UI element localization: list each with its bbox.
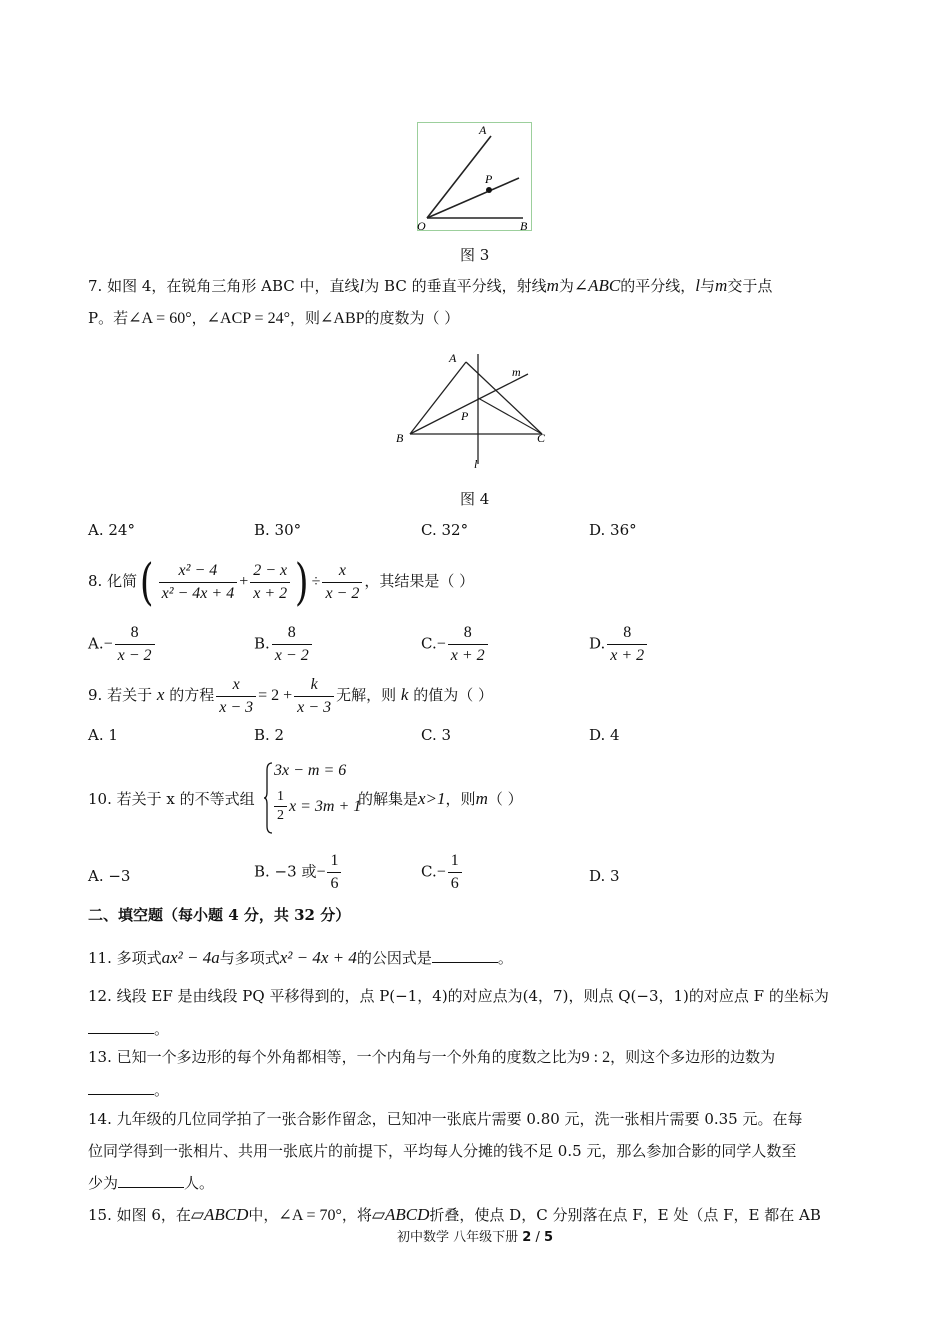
var-l: l — [359, 276, 365, 295]
opt-num: 8 — [448, 622, 488, 645]
label-m: m — [512, 365, 521, 379]
opt-den: 6 — [330, 875, 339, 892]
q12-text: 。 — [154, 1020, 170, 1038]
angle-a: ∠A = 70° — [278, 1207, 342, 1224]
q8-line — [88, 553, 864, 611]
q7-text: ，则 — [289, 309, 320, 327]
label-a: A — [449, 351, 457, 365]
opt-sign: − — [316, 863, 326, 881]
q13-text: 。 — [154, 1081, 170, 1099]
opt-den: x − 2 — [274, 647, 309, 664]
q10-prefix: 10. 若关于 x 的不等式组 — [88, 790, 255, 808]
answer-blank[interactable] — [88, 1080, 154, 1095]
eq2-den: 2 — [277, 808, 284, 823]
label-p: P — [461, 409, 469, 423]
opt-num: 8 — [115, 622, 155, 645]
footer-text: 初中数学 八年级下册 — [396, 1230, 519, 1245]
q10-cond: x>1 — [418, 789, 446, 808]
q8-frac1 — [159, 560, 238, 605]
q11-line — [88, 947, 864, 969]
side-ab — [410, 362, 466, 434]
q7-text: 的度数为（ ） — [364, 309, 460, 327]
q7-text: 为 — [558, 277, 574, 295]
q10-system — [264, 760, 360, 836]
right-paren: ) — [295, 553, 309, 611]
q7-text: 与 — [700, 277, 716, 295]
rhs-den: x − 3 — [297, 698, 332, 716]
q15-text: 中， — [248, 1206, 279, 1224]
q7-text: 7. 如图 4，在锐角三角形 ABC 中，直线 — [88, 277, 360, 295]
q14-text: 人。 — [184, 1174, 215, 1192]
q11-poly1: ax² − 4a — [161, 948, 220, 967]
var-m: m — [715, 276, 728, 295]
opt-den: x + 2 — [450, 647, 485, 664]
ray-op — [427, 178, 519, 218]
var-m: m — [546, 276, 559, 295]
q14-line1: 14. 九年级的几位同学拍了一张合影作留念，已知冲一张底片需要 0.80 元，洗一张相片需要 0.35 元。在每 — [88, 1110, 803, 1128]
left-paren: ( — [140, 553, 154, 611]
figure-4-caption: 图 4 — [460, 490, 490, 508]
q7-option-b[interactable]: B. 30° — [254, 521, 302, 539]
lhs-num: x — [232, 675, 240, 693]
q8-option-d[interactable] — [589, 622, 649, 667]
q8-frac3 — [322, 560, 362, 605]
q8-option-a[interactable] — [88, 622, 157, 667]
q15-text: ，将 — [341, 1206, 372, 1224]
section-2-title: 二、填空题（每小题 4 分，共 32 分） — [88, 906, 351, 924]
q9-eq: = 2 + — [258, 687, 293, 704]
q9-text: 无解，则 — [336, 686, 397, 704]
angle-a: ∠A = 60° — [128, 310, 192, 327]
q7-option-d[interactable]: D. 36° — [589, 521, 637, 539]
page-separator: / — [535, 1230, 540, 1245]
q9-line — [88, 672, 864, 719]
q10-eq1: 3x − m = 6 — [274, 762, 347, 779]
parallelogram-abcd: ▱ABCD — [371, 1205, 430, 1224]
q10-option-c[interactable] — [421, 850, 464, 895]
parallelogram-abcd: ▱ABCD — [190, 1205, 249, 1224]
answer-blank[interactable] — [88, 1019, 154, 1034]
angle-abp: ∠ABP — [319, 310, 365, 327]
label-c: C — [537, 431, 546, 445]
answer-blank[interactable] — [118, 1173, 184, 1188]
angle-abc: ∠ABC — [573, 276, 621, 295]
q15-text: 折叠，使点 D，C 分别落在点 F，E 处（点 F，E 都在 AB — [429, 1206, 821, 1224]
opt-label: A. — [88, 634, 104, 653]
var-k: k — [400, 685, 409, 704]
label-a: A — [479, 123, 487, 137]
frac2-num: 2 − x — [253, 561, 288, 579]
opt-sign: − — [436, 635, 446, 653]
label-b: B — [396, 431, 404, 445]
page-number: 2 — [522, 1230, 532, 1245]
q9-suffix: 的值为（ ） — [413, 686, 493, 704]
frac1-den: x² − 4x + 4 — [161, 584, 235, 602]
opt-label: C. — [421, 634, 437, 653]
q7-option-a[interactable]: A. 24° — [88, 521, 135, 539]
q9-prefix: 9. 若关于 — [88, 686, 153, 704]
ray-oa — [427, 136, 491, 218]
rhs-num: k — [310, 675, 318, 693]
q10-text: 的解集是 — [358, 790, 419, 808]
q13-line1 — [88, 1046, 864, 1069]
q12-line2 — [88, 1018, 864, 1040]
opt-den: x + 2 — [610, 647, 645, 664]
q7-option-c[interactable]: C. 32° — [421, 521, 469, 539]
q8-prefix: 8. 化简 — [88, 572, 138, 590]
label-b: B — [520, 219, 528, 233]
q9-option-a[interactable]: A. 1 — [88, 726, 118, 744]
label-p: P — [485, 172, 493, 186]
q9-option-c[interactable]: C. 3 — [421, 726, 452, 744]
q10-option-b[interactable] — [254, 850, 343, 895]
figure-3 — [417, 122, 533, 234]
var-x: x — [156, 685, 165, 704]
q7-text: 的平分线， — [620, 277, 696, 295]
q10-eq2 — [272, 788, 361, 825]
q10-option-d[interactable]: D. 3 — [589, 867, 620, 885]
q14-line2: 位同学得到一张相片、共用一张底片的前提下，平均每人分摊的钱不足 0.5 元，那么参加合影的同学人数至 — [88, 1142, 797, 1160]
q10-text: ，则 — [445, 790, 476, 808]
eq2-rest: x = 3m + 1 — [289, 798, 362, 815]
q14-text: 少为 — [88, 1174, 119, 1192]
q11-text: 。 — [497, 949, 513, 967]
opt-den: 6 — [450, 875, 459, 892]
q13-ratio: 9 : 2 — [581, 1049, 611, 1066]
q14-line3 — [88, 1172, 864, 1194]
q9-option-b[interactable]: B. 2 — [254, 726, 285, 744]
opt-num: 1 — [327, 850, 341, 873]
q9-text: 的方程 — [169, 686, 215, 704]
page-total: 5 — [543, 1230, 554, 1245]
figure-3-caption: 图 3 — [460, 246, 490, 264]
q11-text: 11. 多项式 — [88, 949, 162, 967]
opt-sign: − — [436, 863, 446, 881]
frac1-num: x² − 4 — [178, 561, 218, 579]
q7-text: 交于点 — [727, 277, 773, 295]
q13-line2 — [88, 1079, 864, 1101]
q13-text: 13. 已知一个多边形的每个外角都相等，一个内角与一个外角的度数之比为 — [88, 1048, 582, 1066]
q7-line1 — [88, 275, 864, 297]
q11-text: 与多项式 — [219, 949, 280, 967]
angle-acp: ∠ACP = 24° — [206, 310, 290, 327]
q8-option-c[interactable] — [421, 622, 490, 667]
q10-rest — [358, 788, 523, 810]
opt-label: B. −3 或 — [254, 862, 317, 881]
frac3-den: x − 2 — [325, 584, 360, 602]
eq2-num: 1 — [274, 788, 287, 807]
q9-option-d[interactable]: D. 4 — [589, 726, 620, 744]
q7-line2: P。若∠A = 60°，∠ACP = 24°，则∠ABP的度数为（ ） — [88, 309, 460, 327]
opt-den: x − 2 — [117, 647, 152, 664]
q8-suffix: ，其结果是（ ） — [364, 572, 475, 590]
div-sign: ÷ — [311, 573, 321, 590]
label-l: l — [474, 457, 478, 470]
page-footer — [0, 1226, 950, 1245]
answer-blank[interactable] — [432, 948, 498, 963]
opt-num: 8 — [272, 622, 312, 645]
var-l: l — [695, 276, 701, 295]
q10-option-a[interactable]: A. −3 — [88, 867, 131, 885]
q13-text: ，则这个多边形的边数为 — [610, 1048, 776, 1066]
lhs-den: x − 3 — [219, 698, 254, 716]
frac2-den: x + 2 — [253, 584, 288, 602]
frac3-num: x — [338, 561, 346, 579]
q8-option-b[interactable] — [254, 622, 314, 667]
label-o: O — [417, 219, 426, 233]
opt-num: 8 — [607, 622, 647, 645]
opt-label: C. — [421, 862, 437, 881]
plus: + — [239, 573, 249, 590]
opt-label: D. — [589, 634, 606, 653]
q11-text: 的公因式是 — [356, 949, 432, 967]
var-m: m — [475, 789, 488, 808]
q15-text: 15. 如图 6，在 — [88, 1206, 191, 1224]
q11-poly2: x² − 4x + 4 — [279, 948, 357, 967]
opt-num: 1 — [448, 850, 462, 873]
q9-lhs — [216, 674, 256, 719]
figure-4 — [394, 350, 554, 470]
q9-rhs — [294, 674, 334, 719]
opt-sign: − — [103, 635, 113, 653]
q10-suffix: （ ） — [487, 790, 523, 808]
q12-line1: 12. 线段 EF 是由线段 PQ 平移得到的，点 P(−1，4)的对应点为(4，7)，则点 Q(−3，1)的对应点 F 的坐标为 — [88, 987, 829, 1005]
q7-text: P。若 — [88, 309, 129, 327]
point-p — [486, 187, 492, 193]
opt-label: B. — [254, 634, 270, 653]
q8-frac2 — [250, 560, 290, 605]
q15-line1 — [88, 1204, 864, 1227]
q7-text: 为 BC 的垂直平分线，射线 — [364, 277, 547, 295]
